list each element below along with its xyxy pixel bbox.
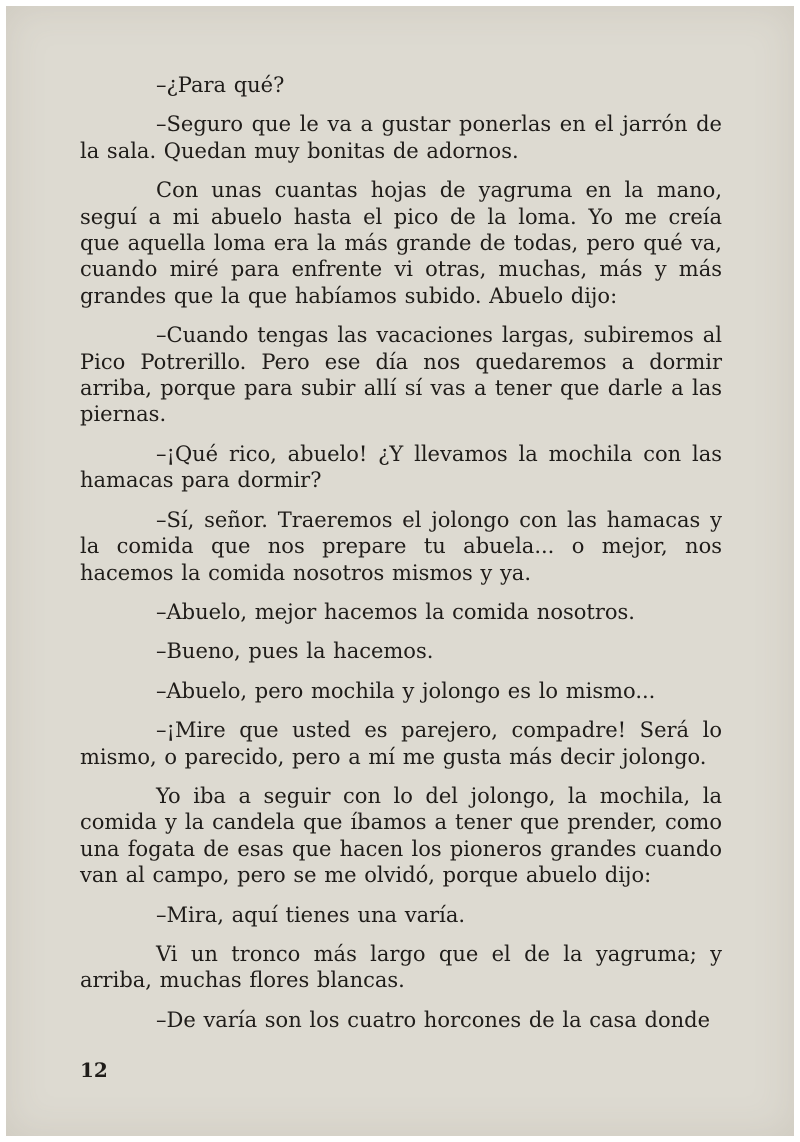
paragraph: –Abuelo, pero mochila y jolongo es lo mismo... — [156, 678, 656, 703]
paragraph: –Abuelo, mejor hacemos la comida nosotros. — [156, 599, 635, 624]
paragraph: –Cuando tengas las vacaciones largas, subiremos al Pico Potrerillo. Pero ese día nos quedaremos a dormir arriba, porque para subir allí sí vas a tener que darle a las piernas. — [80, 323, 722, 427]
paragraph: –¿Para qué? — [156, 73, 285, 97]
paragraph: –De varía son los cuatro horcones de la casa donde — [156, 1007, 711, 1032]
text-column — [80, 72, 722, 1046]
page-number: 12 — [80, 1058, 108, 1082]
paragraph: Con unas cuantas hojas de yagruma en la mano, seguí a mi abuelo hasta el pico de la loma. Yo me creía que aquella loma era la más grande de todas, pero qué va, cuando miré para enfrente vi otras, muchas, más y más grandes que la que habíamos subido. Abuelo dijo: — [80, 178, 722, 308]
paragraph: –Sí, señor. Traeremos el jolongo con las hamacas y la comida que nos prepare tu abuela... o mejor, nos hacemos la comida nosotros mismos y ya. — [80, 507, 722, 585]
book-page — [6, 6, 794, 1136]
paragraph: –¡Mire que usted es parejero, compadre! Será lo mismo, o parecido, pero a mí me gusta más decir jolongo. — [80, 718, 722, 769]
paragraph: –Seguro que le va a gustar ponerlas en el jarrón de la sala. Quedan muy bonitas de adornos. — [80, 112, 722, 163]
paragraph: –¡Qué rico, abuelo! ¿Y llevamos la mochila con las hamacas para dormir? — [80, 441, 722, 493]
paragraph: Yo iba a seguir con lo del jolongo, la mochila, la comida y la candela que íbamos a tener que prender, como una fogata de esas que hacen los pioneros grandes cuando van al campo, pero se me olvidó, porque abuelo dijo: — [80, 783, 722, 888]
paragraph: Vi un tronco más largo que el de la yagruma; y arriba, muchas flores blancas. — [80, 941, 722, 993]
paragraph: –Bueno, pues la hacemos. — [156, 639, 434, 664]
paragraph: –Mira, aquí tienes una varía. — [156, 902, 466, 927]
